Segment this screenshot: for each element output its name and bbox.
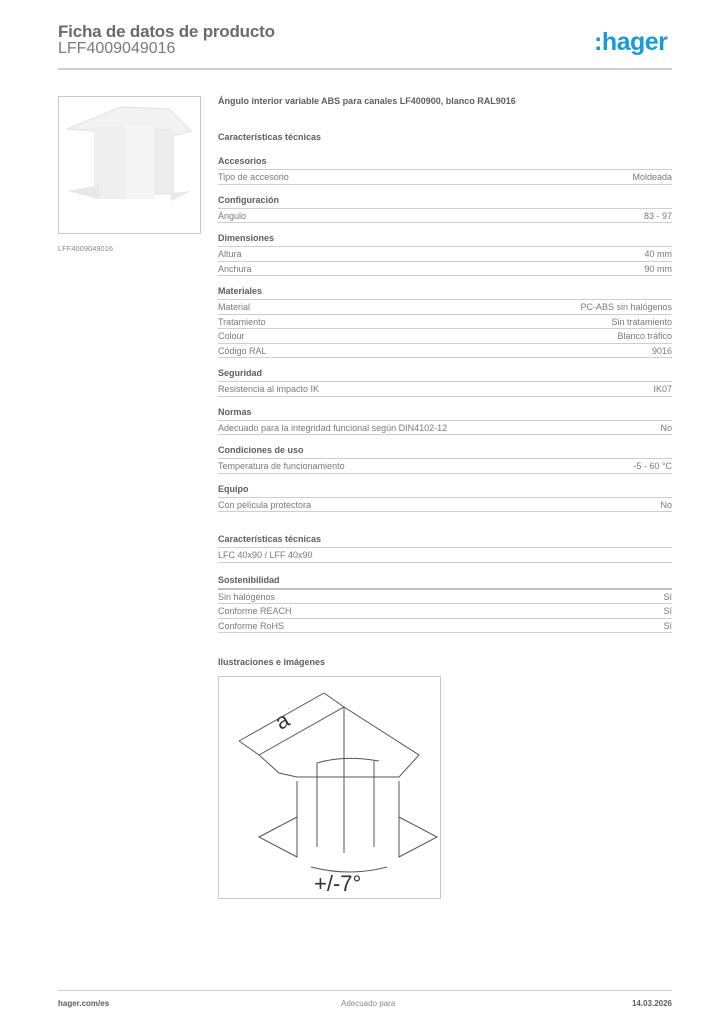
technical-drawing	[218, 676, 441, 899]
row-value: Moldeada	[632, 172, 672, 182]
table-row	[218, 421, 672, 436]
row-value: Blanco tráfico	[617, 331, 672, 341]
table-row: Conforme RoHS Sí	[218, 619, 672, 634]
angle-drawing-icon	[219, 677, 440, 898]
product-image-icon	[59, 97, 200, 233]
row-label: Resistencia al impacto IK	[218, 384, 320, 394]
row-label: Anchura	[218, 263, 252, 274]
table-row	[218, 344, 672, 359]
footer-divider	[58, 990, 672, 991]
footer-date: 14.03.2026	[631, 999, 672, 1008]
group-title: Dimensiones	[218, 233, 672, 247]
table-row	[218, 382, 672, 397]
spec-group	[218, 156, 672, 185]
header-divider	[58, 68, 672, 70]
row-value: PC-ABS sin halógenos	[580, 302, 672, 312]
spec-group	[218, 368, 672, 397]
svg-text:+/-7°: +/-7°	[314, 871, 362, 896]
spec-group	[218, 484, 672, 513]
table-row: Sin halógenos Sí	[218, 590, 672, 605]
row-label: Colour	[218, 331, 245, 341]
thumbnail-caption: LFF4009049016	[58, 244, 114, 253]
spec-group	[218, 195, 672, 224]
sustainability-title: Sostenibilidad	[218, 575, 672, 590]
compat-group	[218, 534, 672, 563]
tech-section-title: Características técnicas	[218, 132, 322, 142]
group-title: Equipo	[218, 484, 672, 498]
group-title: Condiciones de uso	[218, 445, 672, 459]
row-value: 90 mm	[644, 263, 672, 274]
compat-row: LFC 40x90 / LFF 40x90	[218, 548, 672, 563]
row-value: 9016	[651, 345, 672, 356]
row-label: Código RAL	[218, 345, 267, 356]
hager-logo: :hager	[594, 28, 668, 56]
product-thumbnail	[58, 96, 201, 234]
page-title: Ficha de datos de producto	[58, 22, 275, 41]
row-label: Material	[218, 302, 251, 312]
row-label: Temperatura de funcionamiento	[218, 461, 345, 471]
row-label: Tratamiento	[218, 316, 266, 327]
row-label: Tipo de accesorio	[218, 172, 289, 182]
footer-website-link[interactable]: hager.com/es	[58, 999, 110, 1008]
row-value: No	[660, 499, 672, 510]
compat-title: Características técnicas	[218, 534, 672, 548]
spec-content	[218, 96, 672, 667]
row-label: Altura	[218, 249, 242, 259]
table-row	[218, 498, 672, 513]
row-label: Con película protectora	[218, 499, 312, 510]
table-row	[218, 329, 672, 344]
product-description: Ángulo interior variable ABS para canales LF400900, blanco RAL9016	[218, 96, 516, 106]
row-value: -5 - 60 °C	[633, 461, 672, 471]
group-title: Normas	[218, 407, 672, 421]
group-title: Accesorios	[218, 156, 672, 170]
table-row	[218, 247, 672, 262]
spec-group	[218, 233, 672, 276]
spec-group	[218, 407, 672, 436]
row-label: Ángulo	[218, 210, 247, 221]
footer-middle-text: Adecuado para	[341, 999, 396, 1008]
spec-groups	[218, 156, 672, 512]
table-row	[218, 315, 672, 330]
row-label: Adecuado para la integridad funcional según DIN4102-12	[218, 422, 448, 433]
spec-group	[218, 445, 672, 474]
group-title: Materiales	[218, 286, 672, 300]
table-row	[218, 209, 672, 224]
row-value: 40 mm	[644, 249, 672, 259]
table-row	[218, 459, 672, 474]
group-title: Seguridad	[218, 368, 672, 382]
group-title: Configuración	[218, 195, 672, 209]
row-value: IK07	[653, 384, 672, 394]
table-row: Conforme REACH Sí	[218, 604, 672, 619]
row-value: Sin tratamiento	[611, 316, 672, 327]
table-row	[218, 262, 672, 277]
row-value: 83 - 97	[643, 210, 672, 221]
svg-text:a: a	[270, 706, 294, 735]
sustainability-group	[218, 575, 672, 634]
table-row	[218, 300, 672, 315]
illustrations-title: Ilustraciones e imágenes	[218, 657, 326, 667]
spec-group	[218, 286, 672, 358]
product-code: LFF4009049016	[58, 40, 176, 57]
table-row	[218, 170, 672, 185]
row-value: No	[660, 422, 672, 433]
